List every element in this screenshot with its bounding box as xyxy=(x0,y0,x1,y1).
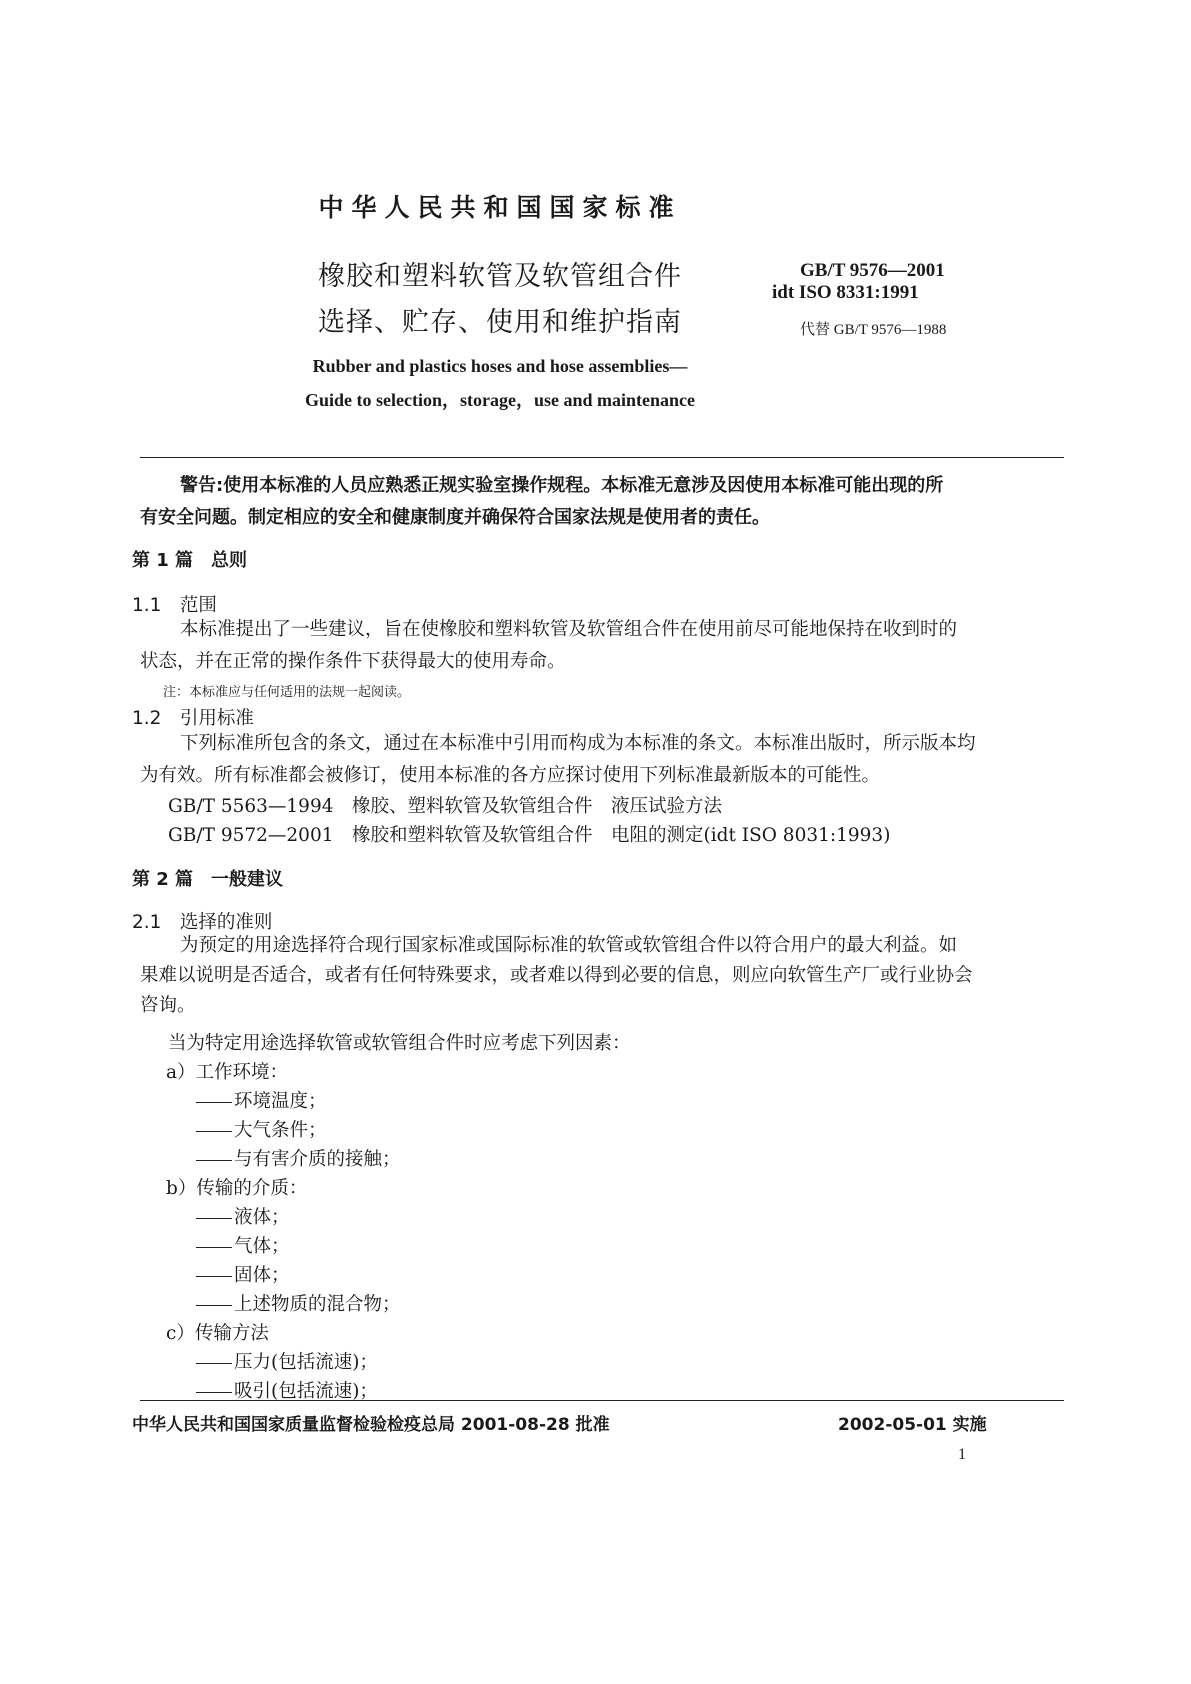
english-title-line2: Guide to selection，storage，use and maintenance xyxy=(305,390,695,410)
section-2-1-paragraph1 xyxy=(140,931,1064,1021)
item-b2: 气体； xyxy=(196,1232,290,1258)
item-b3: 固体； xyxy=(196,1261,290,1287)
section-1-1-paragraph xyxy=(140,614,1064,678)
dash-mark xyxy=(196,1363,232,1364)
reference-1: GB/T 5563—1994 橡胶、塑料软管及软管组合件 液压试验方法 xyxy=(168,796,722,817)
warning-line1: 警告:使用本标准的人员应熟悉正规实验室操作规程。本标准无意涉及因使用本标准可能出现的所 xyxy=(180,475,944,496)
section-1-1-line1: 本标准提出了一些建议，旨在使橡胶和塑料软管及软管组合件在使用前尽可能地保持在收到时的 xyxy=(180,619,958,640)
standard-title-line1: 橡胶和塑料软管及软管组合件 xyxy=(318,261,682,292)
section-2-1-line1: 为预定的用途选择符合现行国家标准或国际标准的软管或软管组合件以符合用户的最大利益。如 xyxy=(180,935,958,956)
replaces-code: 代替 GB/T 9576—1988 xyxy=(800,322,947,338)
dash-mark xyxy=(196,1160,232,1161)
standard-title-line2: 选择、贮存、使用和维护指南 xyxy=(318,307,682,338)
section-2-1-line3: 咨询。 xyxy=(140,995,196,1016)
section-1-1-line2: 状态，并在正常的操作条件下获得最大的使用寿命。 xyxy=(140,651,566,672)
item-a3: 与有害介质的接触； xyxy=(196,1145,401,1171)
section-1-1-note: 注：本标准应与任何适用的法规一起阅读。 xyxy=(163,685,411,700)
section-2-1-line2: 果难以说明是否适合，或者有任何特殊要求，或者难以得到必要的信息，则应向软管生产厂或行业协会 xyxy=(140,965,973,986)
item-b1: 液体； xyxy=(196,1203,290,1229)
national-standard-heading: 中华人民共和国国家标准 xyxy=(318,193,682,222)
idt-code: idt ISO 8331:1991 xyxy=(772,282,919,303)
section-1-2-heading: 1.2 引用标准 xyxy=(132,708,254,729)
reference-2: GB/T 9572—2001 橡胶和塑料软管及软管组合件 电阻的测定(idt ISO 8031:1993) xyxy=(168,825,891,846)
item-c1: 压力(包括流速)； xyxy=(196,1348,378,1374)
section-1-1-heading: 1.1 范围 xyxy=(132,595,217,616)
dash-mark xyxy=(196,1218,232,1219)
standard-code: GB/T 9576—2001 xyxy=(800,260,945,281)
item-b4: 上述物质的混合物； xyxy=(196,1290,401,1316)
item-a: a）工作环境： xyxy=(166,1062,289,1083)
header-divider xyxy=(140,457,1064,458)
page-number: 1 xyxy=(958,1446,966,1463)
item-c: c）传输方法 xyxy=(166,1323,269,1344)
english-title-line1: Rubber and plastics hoses and hose assemblies— xyxy=(312,356,688,376)
dash-mark xyxy=(196,1276,232,1277)
dash-mark xyxy=(196,1102,232,1103)
warning-block xyxy=(140,470,1064,534)
section-2-1-paragraph2: 当为特定用途选择软管或软管组合件时应考虑下列因素： xyxy=(168,1033,631,1054)
item-a1: 环境温度； xyxy=(196,1087,327,1113)
section-2-1-heading: 2.1 选择的准则 xyxy=(132,912,273,933)
dash-mark xyxy=(196,1392,232,1393)
dash-mark xyxy=(196,1305,232,1306)
section-1-2-line1: 下列标准所包含的条文，通过在本标准中引用而构成为本标准的条文。本标准出版时，所示版本均 xyxy=(180,733,976,754)
part2-heading: 第 2 篇 一般建议 xyxy=(132,869,284,890)
section-1-2-line2: 为有效。所有标准都会被修订，使用本标准的各方应探讨使用下列标准最新版本的可能性。 xyxy=(140,765,881,786)
item-a2: 大气条件； xyxy=(196,1116,327,1142)
dash-mark xyxy=(196,1131,232,1132)
item-c2: 吸引(包括流速)； xyxy=(196,1377,378,1403)
warning-line2: 有安全问题。制定相应的安全和健康制度并确保符合国家法规是使用者的责任。 xyxy=(140,507,770,528)
implementation-date: 2002-05-01 实施 xyxy=(838,1415,987,1435)
dash-mark xyxy=(196,1247,232,1248)
approval-line: 中华人民共和国国家质量监督检验检疫总局 2001-08-28 批准 xyxy=(132,1415,610,1435)
section-1-2-paragraph xyxy=(140,728,1064,792)
item-b: b）传输的介质： xyxy=(166,1178,308,1199)
part1-heading: 第 1 篇 总则 xyxy=(132,550,248,571)
footer-divider xyxy=(140,1400,1064,1401)
